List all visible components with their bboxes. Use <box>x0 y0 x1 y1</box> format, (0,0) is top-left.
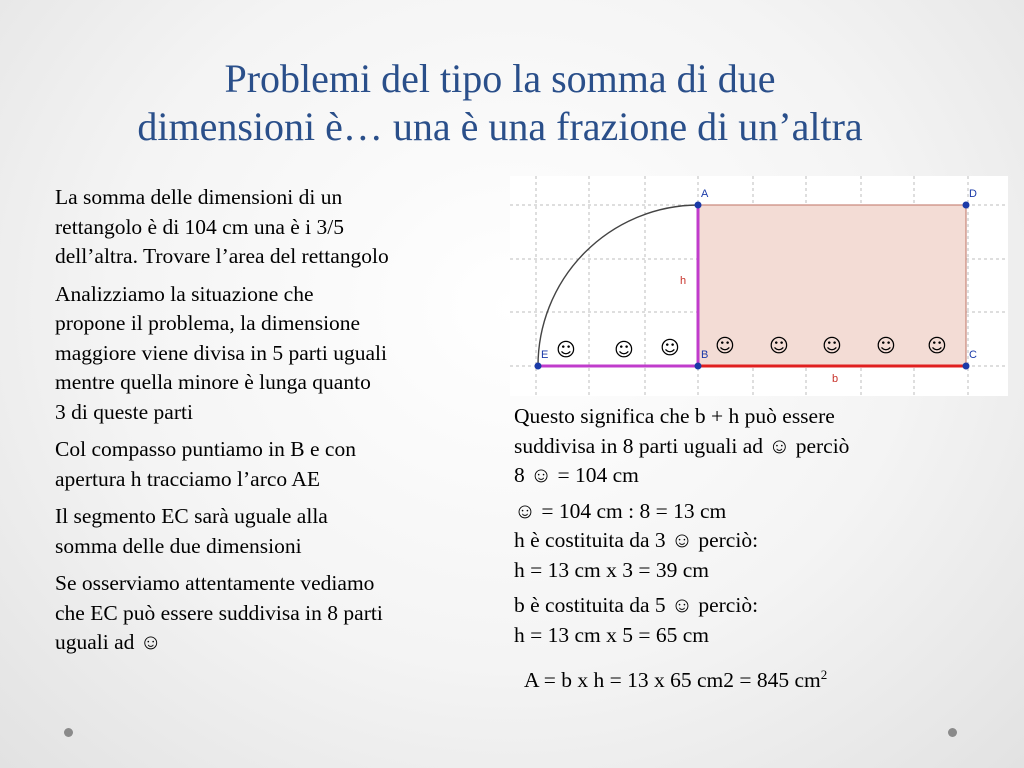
label-c: C <box>969 349 977 361</box>
point-d <box>963 202 970 209</box>
area-formula-main: A = b x h = 13 x 65 cm2 = 845 cm <box>524 668 821 693</box>
analysis-paragraph: Analizziamo la situazione che propone il problema, la dimensione maggiore viene divisa in 5 parti uguali mentre quella minore è lunga quanto 3 di queste parti <box>55 281 387 424</box>
slide-title <box>0 55 1000 151</box>
smiley-8: ☺ <box>927 335 947 357</box>
problem-statement: La somma delle dimensioni di un rettangolo è di 104 cm una è i 3/5 dell’altra. Trovare l’area del rettangolo <box>55 185 389 268</box>
geometry-figure <box>510 176 1008 396</box>
label-d: D <box>969 188 977 200</box>
smiley-1: ☺ <box>556 339 576 361</box>
left-text-column <box>55 183 500 666</box>
label-e: E <box>541 349 549 361</box>
point-a <box>695 202 702 209</box>
smiley-5: ☺ <box>769 335 789 357</box>
observation-paragraph: Se osserviamo attentamente vediamo che EC può essere suddivisa in 8 parti uguali ad ☺ <box>55 571 383 654</box>
label-b-segment: b <box>832 373 839 385</box>
smiley-6: ☺ <box>822 335 842 357</box>
point-c <box>963 363 970 370</box>
smiley-3: ☺ <box>660 337 680 359</box>
compass-paragraph: Col compasso puntiamo in B e con apertura h tracciamo l’arco AE <box>55 437 356 491</box>
eight-parts-paragraph: Questo significa che b + h può essere suddivisa in 8 parti uguali ad ☺ perciò 8 ☺ = 104 cm <box>514 404 850 487</box>
smiley-4: ☺ <box>715 335 735 357</box>
title-line-2: dimensioni è… una è una frazione di un’altra <box>137 104 863 149</box>
smiley-value-paragraph: ☺ = 104 cm : 8 = 13 cm h è costituita da 3 ☺ perciò: h = 13 cm x 3 = 39 cm <box>514 498 759 582</box>
label-h: h <box>680 275 687 287</box>
decorative-dot-left <box>64 728 73 737</box>
label-b-point: B <box>701 349 709 361</box>
smiley-2: ☺ <box>614 339 634 361</box>
area-formula <box>514 660 994 696</box>
decorative-dot-right <box>948 728 957 737</box>
label-a: A <box>701 188 709 200</box>
geometry-svg <box>510 176 1008 396</box>
b-value-paragraph: b è costituita da 5 ☺ perciò: h = 13 cm x 5 = 65 cm <box>514 593 759 647</box>
right-text-column <box>514 402 994 702</box>
smiley-7: ☺ <box>876 335 896 357</box>
title-line-1: Problemi del tipo la somma di due <box>224 56 776 101</box>
point-b <box>695 363 702 370</box>
point-e <box>535 363 542 370</box>
segment-ec-paragraph: Il segmento EC sarà uguale alla somma delle due dimensioni <box>55 504 328 558</box>
area-formula-exponent: 2 <box>820 667 828 682</box>
